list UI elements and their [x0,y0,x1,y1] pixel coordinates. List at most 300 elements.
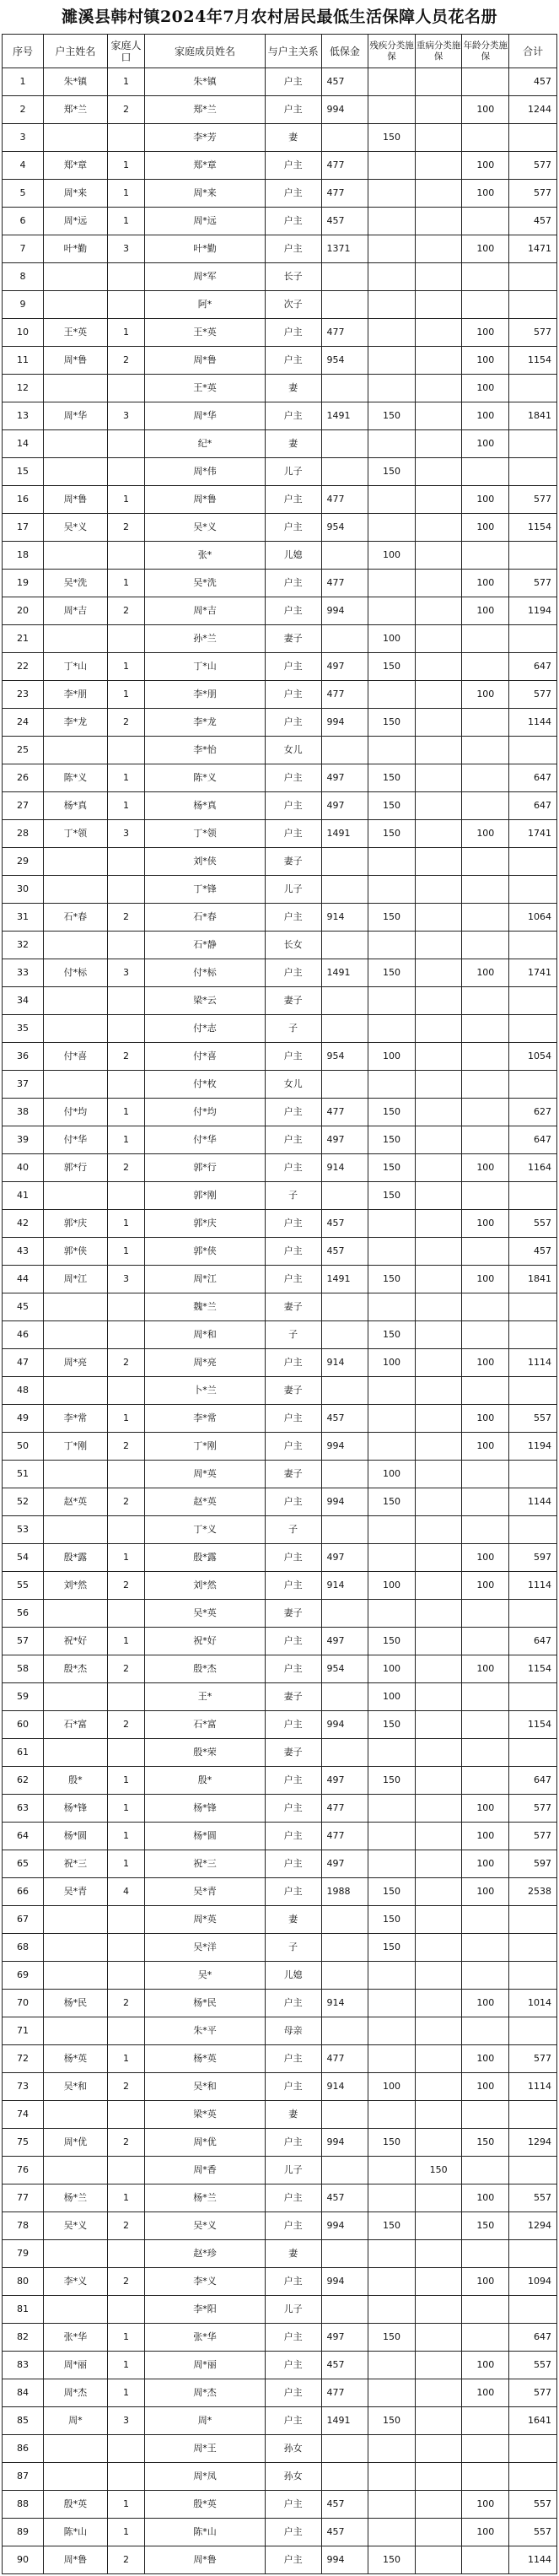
cell-household-size: 2 [107,1043,145,1071]
cell-relationship: 儿媳 [265,1962,321,1990]
cell-household-head: 付*标 [43,959,107,987]
table-row [3,1906,557,1934]
cell-age-support: 100 [462,1433,509,1461]
cell-total [509,625,557,653]
header-total: 合计 [509,35,557,68]
table-row [3,2129,557,2157]
cell-age-support [462,1321,509,1349]
cell-age-support [462,1461,509,1488]
cell-total [509,2240,557,2268]
cell-illness-support [415,1126,462,1154]
cell-household-head: 丁*领 [43,820,107,848]
cell-household-head [43,2435,107,2463]
cell-household-size [107,1600,145,1628]
cell-household-size: 1 [107,1099,145,1126]
cell-member-name: 周*鲁 [145,2546,266,2574]
cell-disability-support [368,2045,416,2073]
cell-index: 63 [3,1795,44,1823]
cell-disability-support: 150 [368,402,416,430]
cell-index: 46 [3,1321,44,1349]
cell-household-size: 2 [107,1488,145,1516]
cell-disability-support: 100 [368,625,416,653]
cell-household-size: 2 [107,597,145,625]
cell-allowance: 477 [321,319,368,347]
cell-member-name: 付*标 [145,959,266,987]
cell-member-name: 梁*英 [145,2101,266,2129]
table-row [3,1683,557,1711]
cell-total: 557 [509,2491,557,2519]
table-row [3,68,557,96]
cell-household-size [107,1071,145,1099]
cell-total [509,987,557,1015]
cell-index: 77 [3,2184,44,2212]
cell-total: 457 [509,1238,557,1266]
cell-allowance: 477 [321,180,368,208]
cell-allowance: 497 [321,1544,368,1572]
table-row [3,291,557,319]
cell-household-size: 2 [107,347,145,375]
cell-household-size [107,430,145,458]
cell-disability-support: 100 [368,1349,416,1377]
cell-household-size [107,1683,145,1711]
cell-age-support: 100 [462,597,509,625]
cell-relationship: 儿子 [265,2296,321,2324]
cell-illness-support [415,2017,462,2045]
cell-total: 557 [509,2184,557,2212]
cell-relationship: 长女 [265,932,321,959]
cell-household-head [43,2240,107,2268]
cell-relationship: 户主 [265,2407,321,2435]
cell-total: 1294 [509,2129,557,2157]
cell-illness-support [415,235,462,263]
cell-illness-support [415,987,462,1015]
cell-illness-support [415,597,462,625]
cell-member-name: 郑*兰 [145,96,266,124]
cell-index: 38 [3,1099,44,1126]
header-household-size: 家庭人口 [107,35,145,68]
cell-total: 647 [509,764,557,792]
cell-household-head [43,1377,107,1405]
cell-household-size [107,1906,145,1934]
cell-household-size: 1 [107,2491,145,2519]
cell-total: 577 [509,570,557,597]
cell-index: 56 [3,1600,44,1628]
cell-disability-support: 100 [368,1461,416,1488]
cell-illness-support [415,68,462,96]
cell-relationship: 妻 [265,2101,321,2129]
cell-index: 52 [3,1488,44,1516]
cell-household-head [43,291,107,319]
cell-household-head [43,625,107,653]
cell-household-head [43,1516,107,1544]
cell-age-support: 100 [462,1210,509,1238]
table-row [3,1043,557,1071]
cell-disability-support [368,2352,416,2379]
cell-household-head: 吴*义 [43,2212,107,2240]
cell-age-support [462,1043,509,1071]
cell-member-name: 杨*真 [145,792,266,820]
cell-disability-support: 150 [368,1906,416,1934]
cell-age-support: 100 [462,402,509,430]
cell-disability-support [368,486,416,514]
cell-relationship: 户主 [265,347,321,375]
cell-index: 61 [3,1739,44,1767]
cell-household-head: 吴*义 [43,514,107,542]
table-row [3,375,557,402]
cell-illness-support [415,319,462,347]
cell-relationship: 儿子 [265,876,321,904]
table-row [3,208,557,235]
cell-relationship: 女儿 [265,1071,321,1099]
cell-allowance: 457 [321,2491,368,2519]
cell-allowance: 497 [321,764,368,792]
cell-index: 16 [3,486,44,514]
table-row [3,347,557,375]
table-row [3,180,557,208]
cell-index: 18 [3,542,44,570]
cell-illness-support [415,2240,462,2268]
cell-allowance: 954 [321,347,368,375]
cell-household-size [107,2296,145,2324]
cell-relationship: 户主 [265,2379,321,2407]
cell-illness-support [415,1906,462,1934]
cell-index: 4 [3,152,44,180]
cell-household-head [43,1293,107,1321]
cell-age-support [462,1099,509,1126]
table-row [3,709,557,737]
cell-member-name: 周*和 [145,1321,266,1349]
cell-index: 83 [3,2352,44,2379]
table-row [3,1461,557,1488]
cell-member-name: 叶*勤 [145,235,266,263]
cell-disability-support [368,1433,416,1461]
cell-age-support [462,1516,509,1544]
cell-member-name: 祝*三 [145,1850,266,1878]
cell-allowance [321,2240,368,2268]
cell-household-size: 3 [107,1266,145,1293]
cell-disability-support: 150 [368,653,416,681]
cell-index: 68 [3,1934,44,1962]
cell-index: 25 [3,737,44,764]
cell-age-support [462,1293,509,1321]
cell-illness-support [415,180,462,208]
cell-index: 24 [3,709,44,737]
cell-index: 23 [3,681,44,709]
cell-age-support: 100 [462,2268,509,2296]
cell-age-support: 100 [462,959,509,987]
cell-allowance [321,932,368,959]
cell-disability-support: 150 [368,2129,416,2157]
cell-disability-support [368,1823,416,1850]
cell-index: 31 [3,904,44,932]
table-row [3,1126,557,1154]
cell-relationship: 户主 [265,486,321,514]
cell-age-support: 100 [462,347,509,375]
cell-household-head [43,737,107,764]
cell-member-name: 吴*英 [145,1600,266,1628]
cell-index: 37 [3,1071,44,1099]
cell-household-head: 周*优 [43,2129,107,2157]
cell-household-size: 1 [107,2379,145,2407]
cell-relationship: 户主 [265,1990,321,2017]
cell-illness-support [415,514,462,542]
cell-age-support: 100 [462,820,509,848]
cell-disability-support [368,2184,416,2212]
cell-relationship: 子 [265,1516,321,1544]
cell-illness-support [415,1655,462,1683]
cell-member-name: 杨*民 [145,1990,266,2017]
cell-disability-support [368,1795,416,1823]
cell-age-support: 100 [462,2519,509,2546]
cell-relationship: 妻子 [265,1293,321,1321]
cell-index: 80 [3,2268,44,2296]
cell-age-support: 100 [462,2352,509,2379]
cell-member-name: 付*志 [145,1015,266,1043]
cell-household-head: 郭*侠 [43,1238,107,1266]
cell-relationship: 户主 [265,2268,321,2296]
cell-age-support [462,709,509,737]
cell-total: 1064 [509,904,557,932]
cell-member-name: 朱*平 [145,2017,266,2045]
cell-household-size: 2 [107,2129,145,2157]
cell-total: 647 [509,653,557,681]
header-disability-support: 残疾分类施保 [368,35,416,68]
cell-total [509,848,557,876]
cell-index: 53 [3,1516,44,1544]
cell-illness-support [415,458,462,486]
cell-allowance: 457 [321,68,368,96]
cell-relationship: 户主 [265,402,321,430]
cell-member-name: 吴*和 [145,2073,266,2101]
cell-index: 67 [3,1906,44,1934]
cell-total: 557 [509,1405,557,1433]
cell-age-support [462,2435,509,2463]
cell-total: 577 [509,1823,557,1850]
table-row [3,959,557,987]
cell-allowance [321,1377,368,1405]
cell-disability-support [368,2519,416,2546]
cell-allowance [321,876,368,904]
cell-allowance: 1371 [321,235,368,263]
cell-disability-support [368,681,416,709]
cell-household-head: 李*朋 [43,681,107,709]
cell-relationship: 妻子 [265,1683,321,1711]
cell-household-head [43,1461,107,1488]
cell-allowance: 1491 [321,1266,368,1293]
cell-household-head: 周*鲁 [43,486,107,514]
cell-illness-support [415,2352,462,2379]
cell-illness-support [415,1182,462,1210]
cell-illness-support [415,1266,462,1293]
cell-illness-support [415,1934,462,1962]
cell-disability-support [368,2463,416,2491]
cell-age-support [462,1126,509,1154]
cell-total: 2538 [509,1878,557,1906]
cell-disability-support [368,319,416,347]
cell-illness-support [415,430,462,458]
cell-relationship: 妻 [265,1906,321,1934]
cell-allowance: 994 [321,2546,368,2574]
cell-household-head: 郑*章 [43,152,107,180]
cell-index: 29 [3,848,44,876]
cell-allowance: 994 [321,597,368,625]
cell-index: 32 [3,932,44,959]
cell-age-support [462,737,509,764]
cell-index: 79 [3,2240,44,2268]
table-row [3,2045,557,2073]
cell-index: 30 [3,876,44,904]
cell-total [509,1962,557,1990]
table-row [3,876,557,904]
cell-allowance [321,2101,368,2129]
cell-illness-support [415,1600,462,1628]
header-illness-support: 重病分类施保 [415,35,462,68]
table-row [3,1433,557,1461]
cell-household-head [43,1182,107,1210]
cell-allowance [321,1071,368,1099]
cell-allowance [321,2157,368,2184]
cell-household-size: 1 [107,152,145,180]
cell-total [509,430,557,458]
cell-illness-support [415,486,462,514]
cell-allowance [321,542,368,570]
cell-allowance [321,848,368,876]
cell-member-name: 梁*云 [145,987,266,1015]
cell-index: 13 [3,402,44,430]
cell-age-support: 100 [462,1266,509,1293]
cell-disability-support: 100 [368,1655,416,1683]
cell-allowance: 477 [321,681,368,709]
cell-relationship: 长子 [265,263,321,291]
roster-table [2,34,557,2574]
table-row [3,1015,557,1043]
cell-household-size: 1 [107,792,145,820]
cell-member-name: 郭*刚 [145,1182,266,1210]
cell-age-support [462,2546,509,2574]
cell-total: 1741 [509,820,557,848]
cell-total: 597 [509,1850,557,1878]
cell-member-name: 周*香 [145,2157,266,2184]
table-row [3,2296,557,2324]
cell-relationship: 户主 [265,1099,321,1126]
cell-illness-support [415,932,462,959]
cell-household-size: 2 [107,1572,145,1600]
cell-disability-support: 150 [368,1126,416,1154]
cell-disability-support [368,2379,416,2407]
cell-allowance: 954 [321,1655,368,1683]
cell-allowance: 954 [321,514,368,542]
cell-total [509,2296,557,2324]
cell-illness-support [415,1962,462,1990]
cell-disability-support: 150 [368,792,416,820]
cell-household-size: 1 [107,486,145,514]
cell-index: 9 [3,291,44,319]
cell-total: 1114 [509,2073,557,2101]
cell-household-size: 1 [107,319,145,347]
cell-illness-support [415,2491,462,2519]
cell-relationship: 子 [265,1321,321,1349]
cell-age-support: 100 [462,681,509,709]
cell-allowance: 497 [321,653,368,681]
cell-age-support [462,2017,509,2045]
cell-index: 40 [3,1154,44,1182]
cell-disability-support [368,932,416,959]
cell-household-size: 2 [107,1349,145,1377]
cell-member-name: 周*杰 [145,2379,266,2407]
cell-age-support: 100 [462,319,509,347]
cell-disability-support [368,1850,416,1878]
cell-household-head: 杨*民 [43,1990,107,2017]
cell-allowance [321,1321,368,1349]
cell-total: 577 [509,319,557,347]
table-row [3,2491,557,2519]
cell-household-head: 王*英 [43,319,107,347]
header-household-head: 户主姓名 [43,35,107,68]
cell-disability-support [368,2268,416,2296]
cell-household-size: 2 [107,2546,145,2574]
table-row [3,1293,557,1321]
cell-household-head [43,1934,107,1962]
cell-relationship: 儿媳 [265,542,321,570]
cell-index: 2 [3,96,44,124]
cell-household-size [107,932,145,959]
cell-relationship: 孙女 [265,2435,321,2463]
cell-member-name: 郑*章 [145,152,266,180]
cell-relationship: 户主 [265,2352,321,2379]
cell-member-name: 李*阳 [145,2296,266,2324]
cell-disability-support [368,235,416,263]
cell-household-size: 1 [107,1126,145,1154]
cell-allowance: 457 [321,208,368,235]
table-row [3,1962,557,1990]
cell-relationship: 妻子 [265,1600,321,1628]
cell-relationship: 户主 [265,2324,321,2352]
cell-allowance [321,124,368,152]
cell-index: 57 [3,1628,44,1655]
cell-age-support [462,987,509,1015]
cell-relationship: 户主 [265,1210,321,1238]
cell-member-name: 刘*侠 [145,848,266,876]
cell-illness-support [415,1154,462,1182]
table-row [3,1795,557,1823]
table-row [3,2073,557,2101]
cell-age-support [462,1015,509,1043]
cell-household-size: 3 [107,235,145,263]
table-row [3,263,557,291]
cell-household-size: 2 [107,96,145,124]
cell-relationship: 户主 [265,2129,321,2157]
cell-index: 59 [3,1683,44,1711]
cell-household-size [107,1182,145,1210]
cell-disability-support: 150 [368,764,416,792]
cell-member-name: 丁*领 [145,820,266,848]
cell-illness-support [415,876,462,904]
cell-total: 577 [509,681,557,709]
cell-household-head [43,1071,107,1099]
cell-age-support [462,458,509,486]
cell-household-head: 周*江 [43,1266,107,1293]
table-row [3,792,557,820]
table-row [3,1711,557,1739]
cell-household-size: 1 [107,1823,145,1850]
table-row [3,2212,557,2240]
table-row [3,2017,557,2045]
cell-total: 1114 [509,1349,557,1377]
table-row [3,987,557,1015]
cell-disability-support: 150 [368,820,416,848]
cell-illness-support [415,2407,462,2435]
table-row [3,319,557,347]
